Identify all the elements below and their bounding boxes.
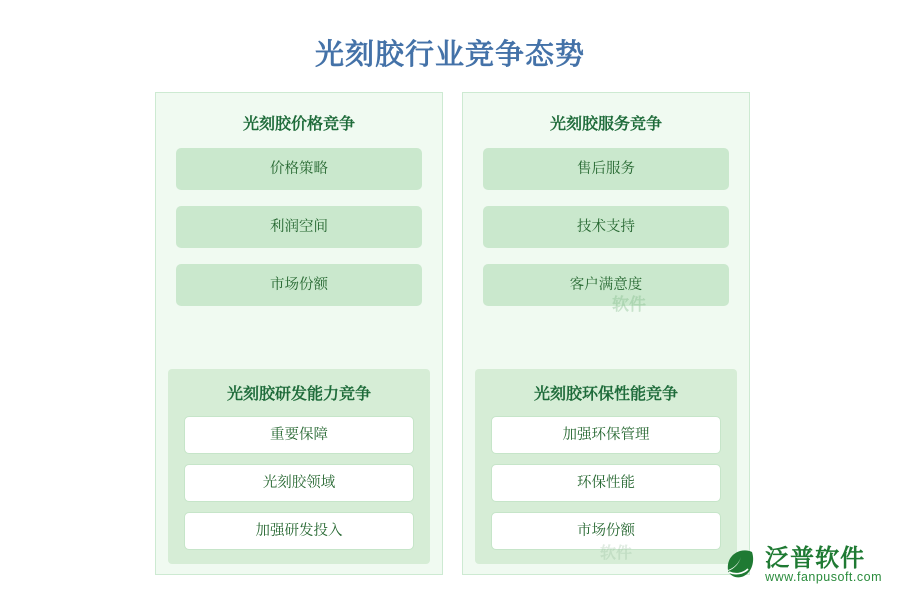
brand-text xyxy=(765,546,882,584)
group-heading: 光刻胶服务竞争 xyxy=(549,116,662,133)
column-spacer xyxy=(156,306,442,369)
brand-logo xyxy=(724,546,882,584)
brand-name-en: www.fanpusoft.com xyxy=(765,569,882,584)
list-item[interactable]: 利润空间 xyxy=(176,206,422,248)
list-item[interactable]: 市场份额 xyxy=(491,512,721,550)
column-spacer xyxy=(463,306,749,369)
list-item[interactable]: 技术支持 xyxy=(483,206,729,248)
page-title: 光刻胶行业竞争态势 xyxy=(314,39,585,71)
list-item[interactable]: 售后服务 xyxy=(483,148,729,190)
list-item[interactable]: 市场份额 xyxy=(176,264,422,306)
group-service-competition xyxy=(463,93,749,306)
list-item[interactable]: 加强环保管理 xyxy=(491,416,721,454)
columns-container xyxy=(155,92,750,575)
group-heading: 光刻胶价格竞争 xyxy=(242,116,355,133)
group-heading: 光刻胶研发能力竞争 xyxy=(226,386,371,403)
leaf-logo-icon xyxy=(724,548,758,582)
brand-name-cn: 泛普软件 xyxy=(765,544,866,572)
group-rnd-competition xyxy=(168,369,430,564)
column-right xyxy=(462,92,750,575)
list-item[interactable]: 客户满意度 xyxy=(483,264,729,306)
list-item[interactable]: 环保性能 xyxy=(491,464,721,502)
column-left xyxy=(155,92,443,575)
group-environmental-competition xyxy=(475,369,737,564)
list-item[interactable]: 光刻胶领域 xyxy=(184,464,414,502)
list-item[interactable]: 重要保障 xyxy=(184,416,414,454)
list-item[interactable]: 价格策略 xyxy=(176,148,422,190)
group-price-competition xyxy=(156,93,442,306)
list-item[interactable]: 加强研发投入 xyxy=(184,512,414,550)
watermark-center: 软件 xyxy=(612,295,646,314)
group-heading: 光刻胶环保性能竞争 xyxy=(533,386,678,403)
watermark-middle: 软件 xyxy=(600,545,633,562)
